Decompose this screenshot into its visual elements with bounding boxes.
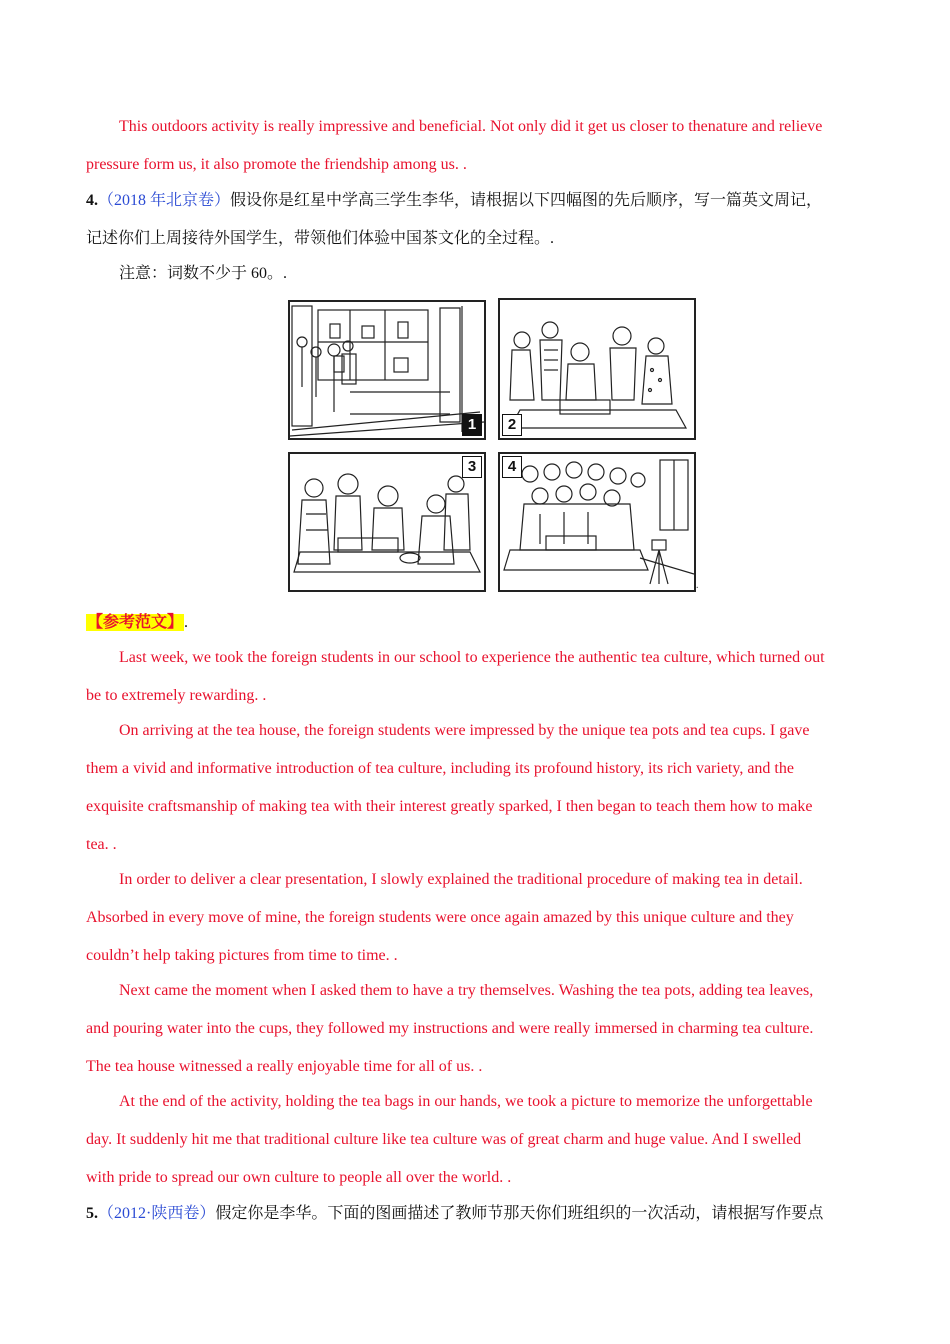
text-line: tea. .	[86, 836, 117, 853]
text-line: This outdoors activity is really impressive and beneficial. Not only did it get us closer to thenature and relieve	[119, 118, 823, 135]
prompt-text: 假设你是红星中学高三学生李华，请根据以下四幅图的先后顺序，写一篇英文周记，	[230, 192, 823, 209]
text-line: them a vivid and informative introduction of tea culture, including its profound history, its rich variety, and the	[86, 760, 794, 777]
text-line: On arriving at the tea house, the foreign students were impressed by the unique tea pots and tea cups. I gave	[119, 722, 810, 739]
word-count-note: 注意：词数不少于 60。.	[119, 265, 288, 282]
illustration-panel-4	[498, 452, 696, 592]
source-open: （	[98, 192, 115, 209]
text-line: and pouring water into the cups, they followed my instructions and were really immersed in charming tea culture.	[86, 1020, 814, 1037]
text-line: be to extremely rewarding. .	[86, 687, 267, 704]
question-4-prompt	[86, 191, 876, 211]
prompt-text: 假定你是李华。下面的图画描述了教师节那天你们班组织的一次活动，请根据写作要点	[215, 1205, 824, 1222]
text-line: At the end of the activity, holding the tea bags in our hands, we took a picture to memorize the unforgettable	[119, 1093, 813, 1110]
illustration-panel-1	[288, 300, 486, 440]
figure-dot: .	[696, 580, 699, 591]
text-line: Absorbed in every move of mine, the foreign students were once again amazed by this unique culture and they	[86, 909, 794, 926]
panel-number: 1	[462, 414, 482, 436]
source-open: （	[98, 1205, 115, 1222]
source-close: ）	[199, 1205, 216, 1222]
sample-heading-line	[86, 613, 876, 633]
text-line: pressure form us, it also promote the friendship among us. .	[86, 156, 467, 173]
question-number: 4.	[86, 192, 98, 209]
text-line: with pride to spread our own culture to people all over the world. .	[86, 1169, 512, 1186]
text-line: Last week, we took the foreign students in our school to experience the authentic tea culture, which turned out	[119, 649, 825, 666]
illustration-figure	[288, 298, 699, 591]
text-line: exquisite craftsmanship of making tea with their interest greatly sparked, I then began to teach them how to make	[86, 798, 813, 815]
text-line: couldn’t help taking pictures from time to time. .	[86, 947, 398, 964]
question-source: 2012·陕西卷	[114, 1205, 200, 1222]
panel-number: 2	[502, 414, 522, 436]
heading-dot: .	[184, 614, 189, 631]
source-close: ）	[214, 192, 231, 209]
question-5-prompt	[86, 1204, 876, 1224]
illustration-panel-3	[288, 452, 486, 592]
text-line: Next came the moment when I asked them to have a try themselves. Washing the tea pots, adding tea leaves,	[119, 982, 814, 999]
text-line: In order to deliver a clear presentation, I slowly explained the traditional procedure of making tea in detail.	[119, 871, 803, 888]
panel-number: 3	[462, 456, 482, 478]
illustration-panel-2	[498, 298, 696, 440]
sample-essay-heading: 【参考范文】	[87, 614, 184, 631]
text-line: 记述你们上周接待外国学生，带领他们体验中国茶文化的全过程。.	[86, 230, 555, 247]
panel-number: 4	[502, 456, 522, 478]
question-source: 2018 年北京卷	[114, 192, 215, 209]
question-number: 5.	[86, 1205, 98, 1222]
text-line: The tea house witnessed a really enjoyable time for all of us. .	[86, 1058, 483, 1075]
text-line: day. It suddenly hit me that traditional culture like tea culture was of great charm and huge value. And I swelled	[86, 1131, 802, 1148]
